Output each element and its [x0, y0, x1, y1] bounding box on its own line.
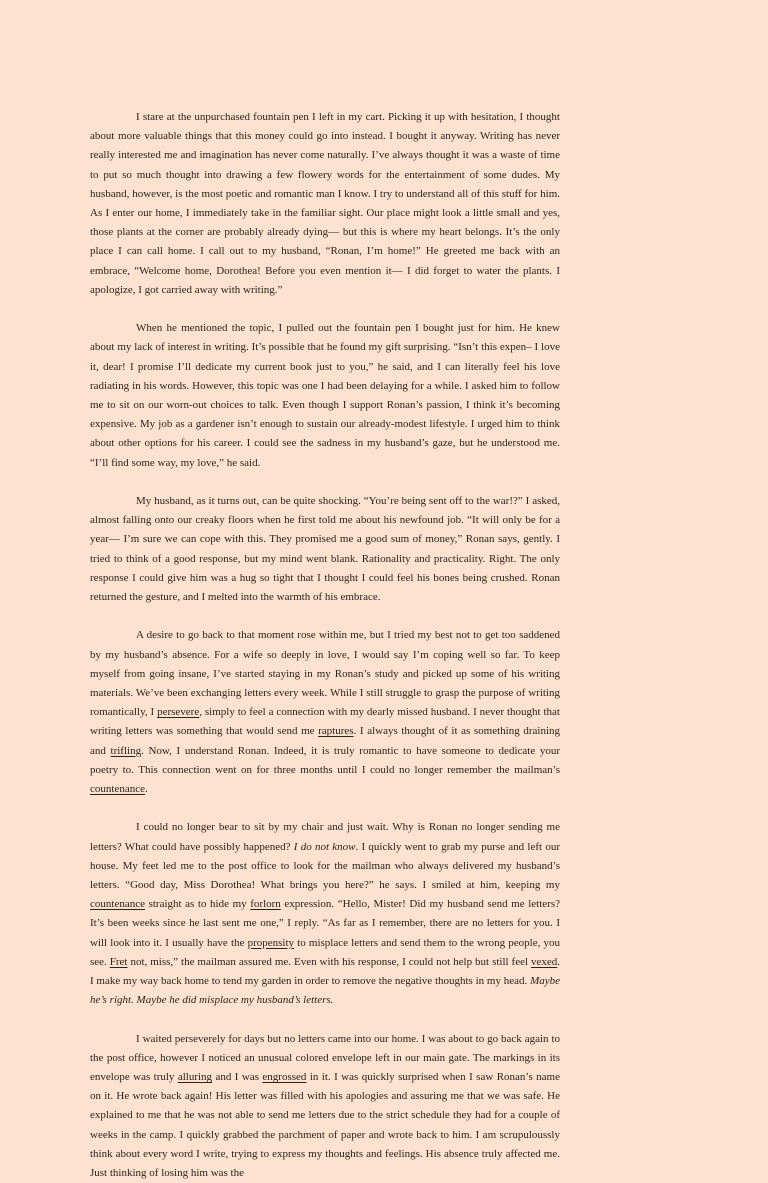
- paragraph-2: [90, 319, 560, 473]
- underlined-word: countenance: [90, 783, 145, 796]
- text-run: . I quickly went to grab my purse and left our house. My feet led me to the post office to look for the mailman who always delivered my husband’s letters. “Good day, Miss Dorothea! What brings you here?” he says. I smiled at him, keeping my: [90, 840, 560, 892]
- text-run: . Now, I understand Ronan. Indeed, it is truly romantic to have someone to dedicate your poetry to. This connection went on for three months until I could no longer remember the mailman’s: [90, 744, 560, 776]
- underlined-word: forlorn: [250, 898, 281, 911]
- text-run: I could no longer bear to sit by my chair and just wait. Why is Ronan no longer sending me letters? What could have possibly happened?: [90, 821, 560, 853]
- underlined-word: alluring: [177, 1071, 213, 1084]
- underlined-word: engrossed: [262, 1071, 307, 1084]
- text-run: in it. I was quickly surprised when I saw Ronan’s name on it. He wrote back again! His letter was filled with his apologies and assuring me that we was safe. He explained to me that he was not able to send me letters due to the strict schedule they had for a couple of weeks in the camp. I quickly grabbed the parchment of paper and wrote back to him. I am scrupuloussly think about every word I write, trying to express my thoughts and feelings. His absence truly affected me. Just thinking of losing him was the: [90, 1071, 561, 1180]
- paragraph-6: [90, 1030, 560, 1183]
- paragraph-3: [90, 492, 560, 607]
- text-run: . I make my way back home to tend my garden in order to remove the negative thoughts in my head.: [90, 955, 561, 988]
- text-run: not, miss,” the mailman assured me. Even with his response, I could not help but still feel: [127, 955, 531, 968]
- text-run: .: [144, 783, 148, 796]
- text-run: My husband, as it turns out, can be quite shocking. “You’re being sent off to the war!?” I asked, almost falling onto our creaky floors when he first told me about his newfound job. “It will only be for a year— I’m sure we can cope with this. They promised me a good sum of money,” Ronan says, gently. I tried to think of a good response, but my mind went blank. Rationality and practicality. Right. The only response I could give him was a hug so tight that I thought I could feel his bones being crushed. Ronan returned the gesture, and I melted into the warmth of his embrace.: [90, 495, 560, 604]
- text-run: to misplace letters and send them to the wrong people, you see.: [90, 936, 560, 968]
- underlined-word: propensity: [247, 936, 295, 949]
- story-text: [90, 108, 560, 1183]
- underlined-word: vexed: [531, 955, 558, 968]
- underlined-word: Fret: [109, 955, 128, 968]
- underlined-word: persevere: [157, 706, 200, 719]
- italic-phrase: I do not know: [293, 840, 356, 853]
- text-run: expression. “Hello, Mister! Did my husband send me letters? It’s been weeks since he last sent me one,” I reply. “As far as I remember, there are no letters for you. I will look into it. I usually have the: [90, 898, 560, 949]
- text-run: straight as to hide my: [144, 898, 251, 911]
- text-run: , simply to feel a connection with my dearly missed husband. I never thought that writing letters was something that would send me: [90, 706, 560, 738]
- italic-phrase: Maybe he’s right. Maybe he did misplace my husband’s letters.: [90, 975, 560, 1007]
- underlined-word: raptures: [318, 725, 354, 738]
- text-run: . I always thought of it as something draining and: [90, 725, 560, 757]
- paragraph-1: [90, 108, 560, 300]
- text-run: I stare at the unpurchased fountain pen I left in my cart. Picking it up with hesitation, I thought about more valuable things that this money could go into instead. I bought it anyway. Writing has never really interested me and imagination has never come naturally. I’ve always thought it was a waste of time to put so much thought into drawing a few flowery words for the entertainment of some dudes. My husband, however, is the most poetic and romantic man I know. I try to understand all of this stuff for him. As I enter our home, I immediately take in the familiar sight. Our place might look a little small and yes, those plants at the corner are probably already dying— but this is where my heart belongs. It’s the only place I can call home. I call out to my husband, “Ronan, I’m home!” He greeted me back with an embrace, “Welcome home, Dorothea! Before you even mention it— I did forget to water the plants. I apologize, I got carried away with writing.”: [90, 111, 560, 296]
- text-run: When he mentioned the topic, I pulled out the fountain pen I bought just for him. He knew about my lack of interest in writing. It’s possible that he found my gift surprising. “Isn’t this expen– I love it, dear! I promise I’ll dedicate my current book just to you,” he said, and I can literally feel his love radiating in his words. However, this topic was one I had been delaying for a while. I asked him to follow me to sit on our worn-out choices to talk. Even though I support Ronan’s passion, I think it’s becoming expensive. My job as a gardener isn’t enough to sustain our already-modest lifestyle. I urged him to think about other options for his career. I could see the sadness in my husband’s gaze, but he understood me. “I’ll find some way, my love,” he said.: [90, 322, 560, 469]
- text-run: A desire to go back to that moment rose within me, but I tried my best not to get too saddened by my husband’s absence. For a wife so deeply in love, I would say I’m coping well so far. To keep myself from going insane, I’ve started staying in my Ronan’s study and picked up some of his writing materials. We’ve been exchanging letters every week. While I still struggle to grasp the purpose of writing romantically, I: [90, 629, 560, 719]
- underlined-word: trifling: [110, 744, 142, 757]
- text-run: and I was: [212, 1071, 263, 1084]
- paragraph-5: [90, 818, 560, 1010]
- underlined-word: countenance: [90, 898, 145, 911]
- text-run: I waited perseverely for days but no letters came into our home. I was about to go back again to the post office, however I noticed an unusual colored envelope left in our main gate. The markings in its envelope was truly: [90, 1032, 560, 1084]
- paragraph-4: [90, 626, 560, 799]
